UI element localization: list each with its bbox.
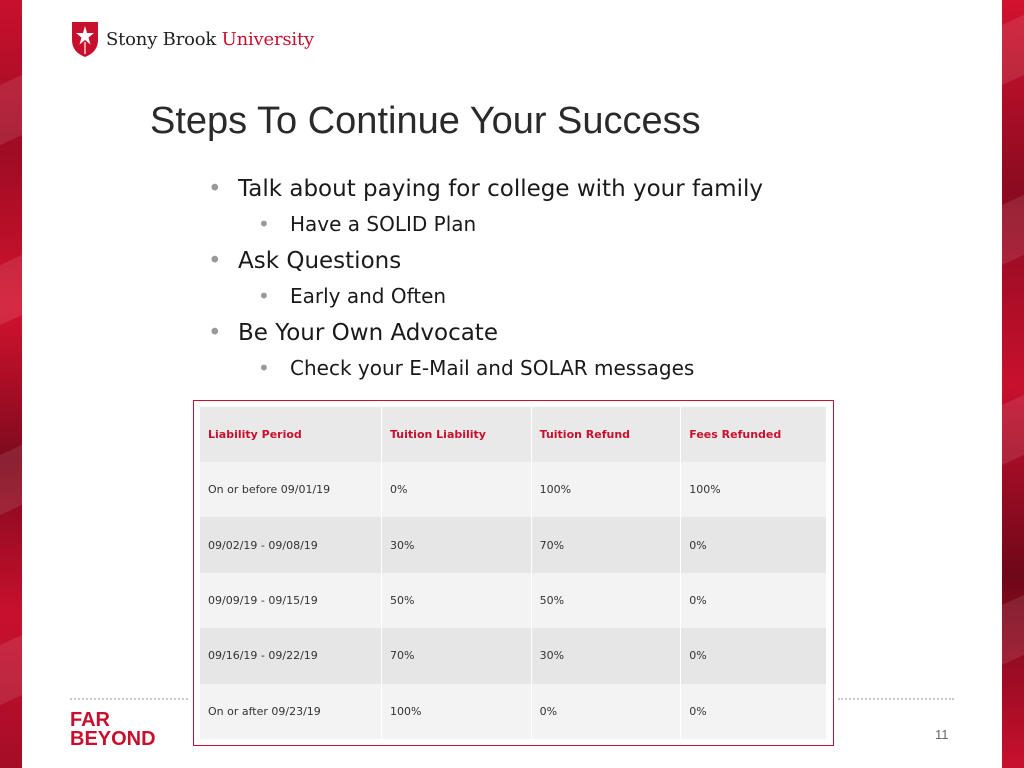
table-cell: 09/02/19 - 09/08/19 — [200, 517, 382, 572]
table-cell: 100% — [382, 684, 532, 739]
list-item: • Have a SOLID Plan — [258, 212, 477, 236]
left-decorative-stripe — [0, 0, 22, 768]
table-cell: 70% — [531, 517, 681, 572]
bullet-list — [208, 176, 848, 392]
table-cell: 30% — [382, 517, 532, 572]
header-liability-period: Liability Period — [200, 407, 382, 462]
refund-schedule-table — [193, 400, 834, 746]
table-header-row — [200, 407, 827, 462]
table-cell: On or after 09/23/19 — [200, 684, 382, 739]
table-cell: 0% — [681, 517, 827, 572]
table-cell: 70% — [382, 628, 532, 683]
table-cell: 0% — [531, 684, 681, 739]
footer-divider-left — [70, 698, 188, 700]
right-decorative-stripe — [1002, 0, 1024, 768]
shield-icon — [70, 20, 100, 58]
list-item: • Ask Questions — [208, 248, 402, 274]
table-row — [200, 684, 827, 739]
table-cell: 50% — [382, 573, 532, 628]
table-cell: On or before 09/01/19 — [200, 462, 382, 517]
table-cell: 0% — [681, 573, 827, 628]
table-cell: 50% — [531, 573, 681, 628]
list-item: • Be Your Own Advocate — [208, 320, 498, 346]
table-row — [200, 573, 827, 628]
table-row — [200, 517, 827, 572]
list-item: • Check your E-Mail and SOLAR messages — [258, 356, 695, 380]
logo-wordmark: Stony Brook University — [106, 28, 314, 50]
page-title: Steps To Continue Your Success — [150, 100, 701, 142]
far-beyond-wordmark: FAR BEYOND — [70, 709, 156, 750]
table-cell: 09/16/19 - 09/22/19 — [200, 628, 382, 683]
table-cell: 30% — [531, 628, 681, 683]
table-cell: 0% — [681, 684, 827, 739]
table-cell: 0% — [382, 462, 532, 517]
header-tuition-refund: Tuition Refund — [531, 407, 681, 462]
header-tuition-liability: Tuition Liability — [382, 407, 532, 462]
list-item: • Early and Often — [258, 284, 447, 308]
table-cell: 09/09/19 - 09/15/19 — [200, 573, 382, 628]
table-row — [200, 462, 827, 517]
table-cell: 100% — [681, 462, 827, 517]
footer-divider-right — [838, 698, 954, 700]
university-logo — [70, 20, 314, 58]
page-number: 11 — [935, 727, 949, 742]
table-cell: 0% — [681, 628, 827, 683]
header-fees-refunded: Fees Refunded — [681, 407, 827, 462]
table-row — [200, 628, 827, 683]
list-item: • Talk about paying for college with your family — [208, 176, 763, 202]
table-cell: 100% — [531, 462, 681, 517]
